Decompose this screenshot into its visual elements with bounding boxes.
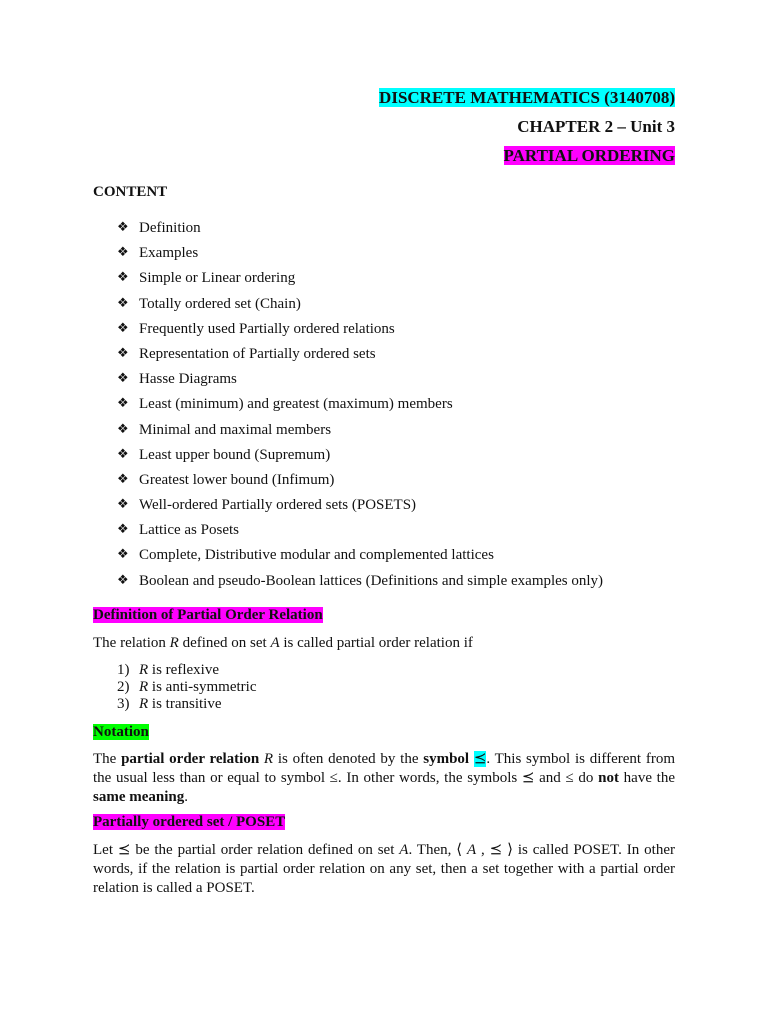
list-item: ❖ Hasse Diagrams [117, 371, 237, 388]
list-item: ❖ Examples [117, 245, 199, 262]
list-item: ❖ Well-ordered Partially ordered sets (POSETS) [117, 497, 417, 514]
diamond-bullet-icon: ❖ [117, 421, 129, 437]
course-title [379, 87, 675, 109]
topic-title-highlight: PARTIAL ORDERING [503, 146, 675, 165]
list-item: ❖ Complete, Distributive modular and complemented lattices [117, 547, 494, 564]
diamond-bullet-icon: ❖ [117, 270, 129, 286]
list-item: ❖ Least upper bound (Supremum) [117, 446, 331, 463]
diamond-bullet-icon: ❖ [117, 522, 129, 538]
list-item: ❖ Definition [117, 220, 201, 236]
notation-line-2: the usual less than or equal to symbol ≤. In other words, the symbols ⪯ and ≤ do not have the [93, 770, 675, 786]
topic-title [504, 145, 675, 167]
content-list [117, 218, 603, 596]
list-item: 2) R is anti-symmetric [117, 679, 257, 695]
list-item: ❖ Simple or Linear ordering [117, 270, 296, 287]
diamond-bullet-icon: ❖ [117, 572, 129, 588]
list-item: ❖ Lattice as Posets [117, 522, 239, 539]
definition-intro [93, 634, 675, 653]
diamond-bullet-icon: ❖ [117, 320, 129, 336]
symbol-highlight: ⪯ [473, 751, 487, 767]
diamond-bullet-icon: ❖ [117, 245, 129, 261]
notation-paragraph [93, 750, 675, 807]
list-item: ❖ Boolean and pseudo-Boolean lattices (Definitions and simple examples only) [117, 572, 604, 589]
diamond-bullet-icon: ❖ [117, 220, 129, 235]
list-item: ❖ Greatest lower bound (Infimum) [117, 471, 335, 488]
poset-line-3: relation is called a POSET. [93, 880, 255, 896]
diamond-bullet-icon: ❖ [117, 371, 129, 387]
notation-heading-highlight: Notation [93, 724, 149, 740]
diamond-bullet-icon: ❖ [117, 547, 129, 563]
list-item: 3) R is transitive [117, 696, 222, 712]
definition-intro-line: The relation R defined on set A is called partial order relation if [93, 635, 473, 651]
course-title-highlight: DISCRETE MATHEMATICS (3140708) [379, 88, 675, 107]
poset-heading [93, 813, 285, 832]
poset-heading-highlight: Partially ordered set / POSET [93, 814, 286, 830]
notation-line-1: The partial order relation R is often denoted by the symbol ⪯. This symbol is different from [93, 751, 675, 767]
diamond-bullet-icon: ❖ [117, 295, 129, 311]
poset-line-2: words, if the relation is partial order relation on any set, then a set together with a partial order [93, 861, 675, 877]
content-heading: CONTENT [93, 184, 168, 200]
diamond-bullet-icon: ❖ [117, 345, 129, 361]
definition-heading [93, 606, 323, 625]
chapter-title: CHAPTER 2 – Unit 3 [517, 117, 675, 136]
notation-line-3: same meaning. [93, 789, 188, 805]
list-item: ❖ Representation of Partially ordered sets [117, 345, 376, 362]
definition-heading-highlight: Definition of Partial Order Relation [93, 607, 323, 623]
list-item: ❖ Frequently used Partially ordered relations [117, 320, 395, 337]
diamond-bullet-icon: ❖ [117, 497, 129, 513]
poset-line-1: Let ⪯ be the partial order relation defined on set A. Then, ⟨ A , ⪯ ⟩ is called POSET. In other [93, 842, 675, 858]
diamond-bullet-icon: ❖ [117, 396, 129, 412]
list-item: ❖ Least (minimum) and greatest (maximum) members [117, 396, 453, 413]
list-item: ❖ Totally ordered set (Chain) [117, 295, 301, 312]
notation-heading [93, 723, 149, 742]
diamond-bullet-icon: ❖ [117, 471, 129, 487]
condition-list [117, 662, 256, 713]
list-item: 1) R is reflexive [117, 662, 219, 678]
poset-paragraph [93, 841, 675, 898]
list-item: ❖ Minimal and maximal members [117, 421, 332, 438]
diamond-bullet-icon: ❖ [117, 446, 129, 462]
